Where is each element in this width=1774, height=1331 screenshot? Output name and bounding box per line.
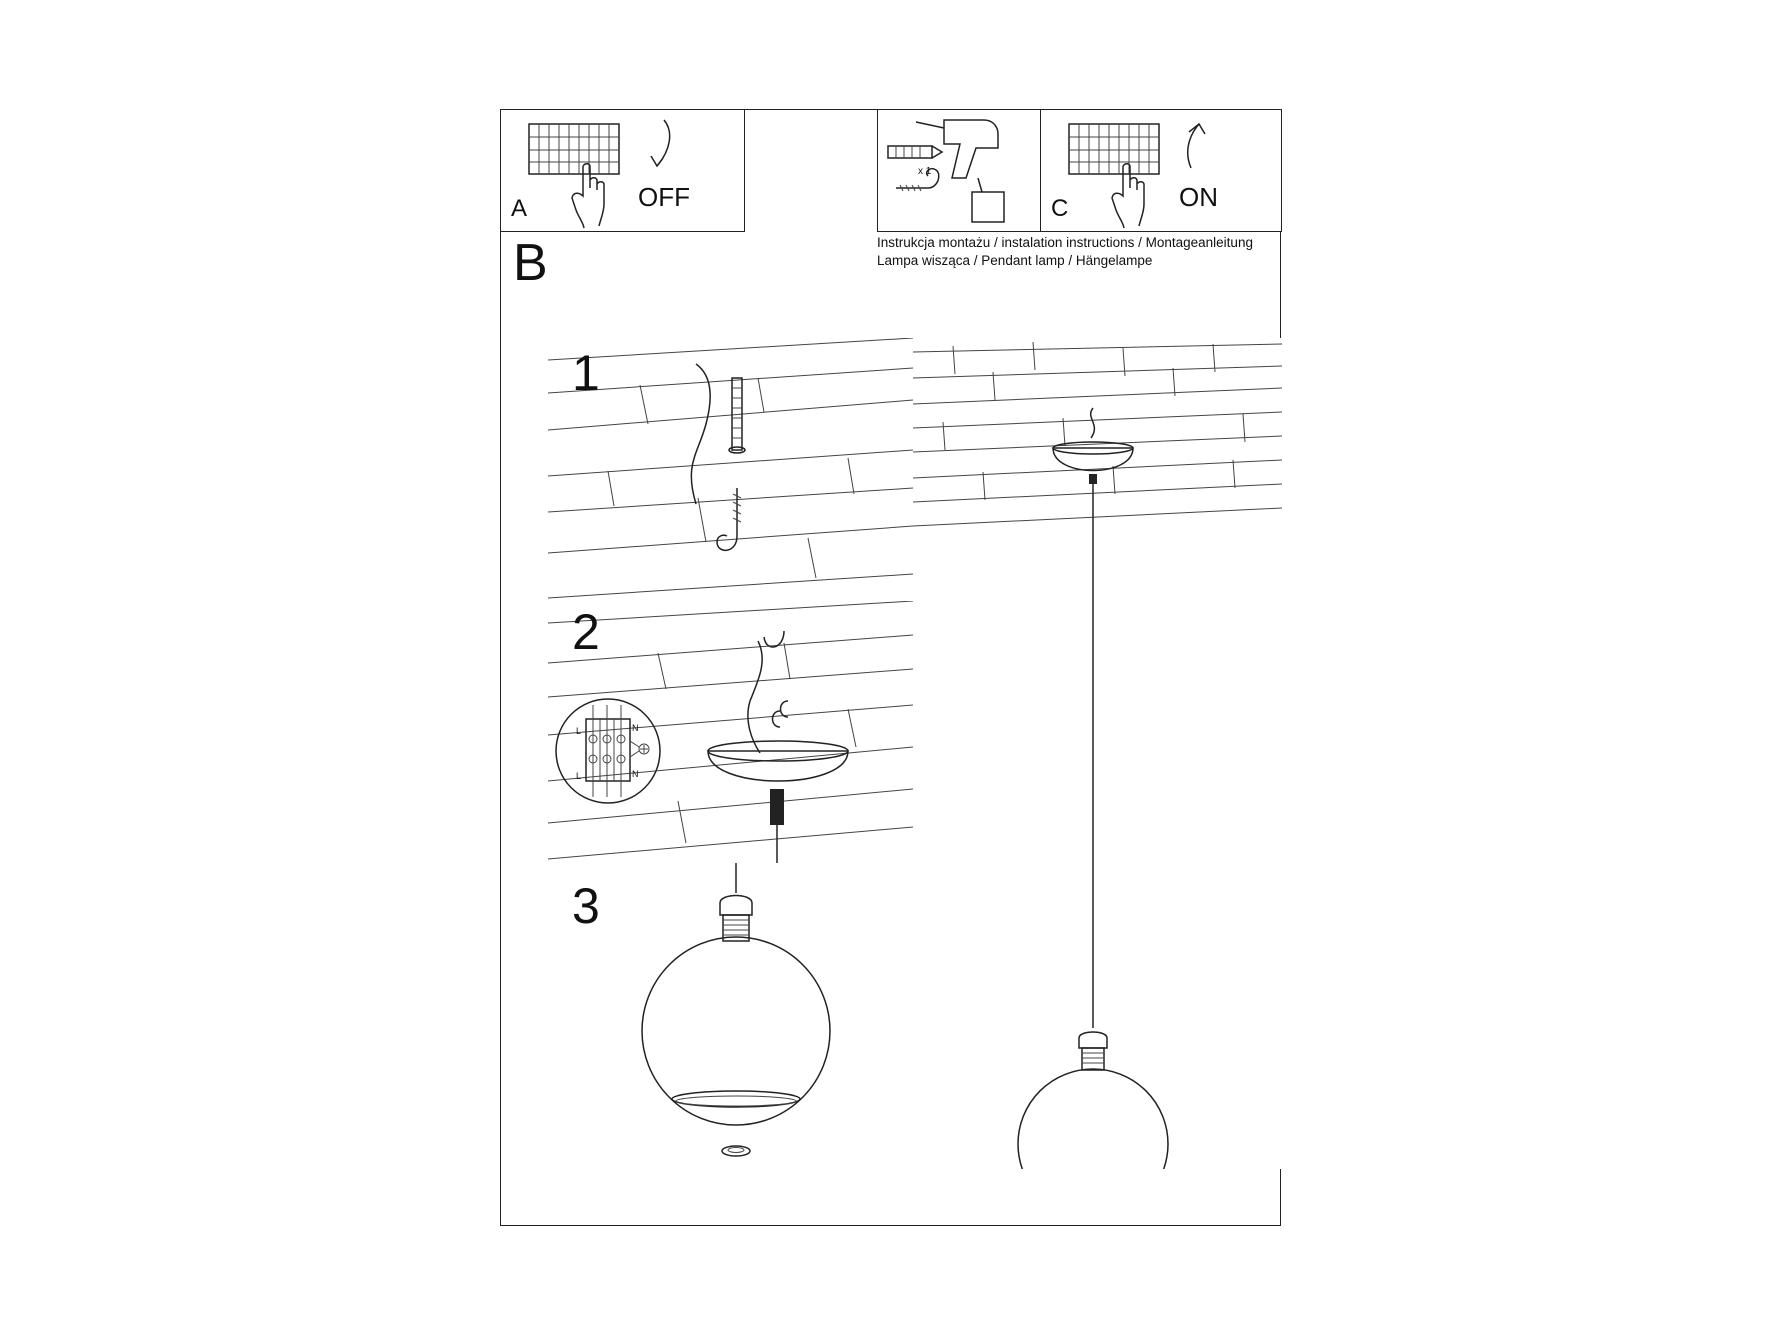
neutral-label-top: N: [632, 723, 639, 733]
circuit-breaker-icon: [529, 124, 619, 174]
glass-globe-shade: [642, 937, 830, 1125]
hook-screw-icon: [717, 488, 741, 550]
hook-screw-icon: [764, 631, 784, 647]
wall-plug-icon: [729, 378, 745, 453]
wiring-connection-illustration: [548, 601, 913, 863]
lamp-socket: [1079, 1032, 1107, 1048]
step-2-number: 2: [572, 604, 600, 660]
step-c-power-on-box: [1040, 109, 1282, 232]
section-b-letter: B: [513, 234, 548, 292]
glass-globe-shade: [1018, 1069, 1168, 1169]
circuit-breaker-on-icon: [1041, 110, 1282, 232]
ceiling-planks: [548, 601, 913, 859]
instructions-title: Instrukcja montażu / instalation instructions / Montageanleitung: [877, 235, 1253, 250]
power-on-label: ON: [1179, 182, 1218, 212]
step-1-panel: [548, 338, 913, 601]
lamp-socket: [720, 896, 752, 916]
product-type: Lampa wisząca / Pendant lamp / Hängelampe: [877, 253, 1153, 268]
live-label-top: L: [576, 726, 582, 736]
wall-plug-icon: [888, 146, 942, 158]
circuit-breaker-icon: [1069, 124, 1159, 174]
product-info: [877, 234, 1253, 270]
terminal-block: [586, 705, 630, 797]
quantity-label: x 1: [918, 166, 932, 177]
step-3-number: 3: [572, 878, 600, 934]
ceiling-planks: [913, 342, 1282, 526]
circuit-breaker-off-icon: [501, 110, 745, 232]
step-c-letter: C: [1051, 195, 1069, 222]
cable-grip: [770, 789, 784, 825]
instruction-sheet: [500, 109, 1281, 1226]
arrow-up-icon: [1188, 124, 1205, 168]
step-3-panel: [548, 863, 913, 1169]
step-a-letter: A: [511, 195, 528, 222]
step-a-power-off-box: [500, 109, 745, 232]
assembled-pendant-lamp-illustration: [913, 338, 1282, 1169]
power-off-label: OFF: [638, 182, 690, 212]
arrow-down-icon: [651, 120, 670, 166]
globe-shade-assembly-illustration: [548, 863, 913, 1169]
ground-symbol-icon: [630, 741, 649, 757]
step-2-panel: [548, 601, 913, 863]
step-1-number: 1: [572, 345, 600, 401]
ceiling-canopy: [1053, 448, 1133, 471]
assembled-lamp-panel: [913, 338, 1282, 1169]
tools-box: [877, 109, 1041, 232]
neutral-label-bottom: N: [632, 769, 639, 779]
ceiling-mount-drilling-illustration: [548, 338, 913, 601]
live-label-bottom: L: [576, 771, 582, 781]
ceiling-planks: [548, 338, 913, 598]
